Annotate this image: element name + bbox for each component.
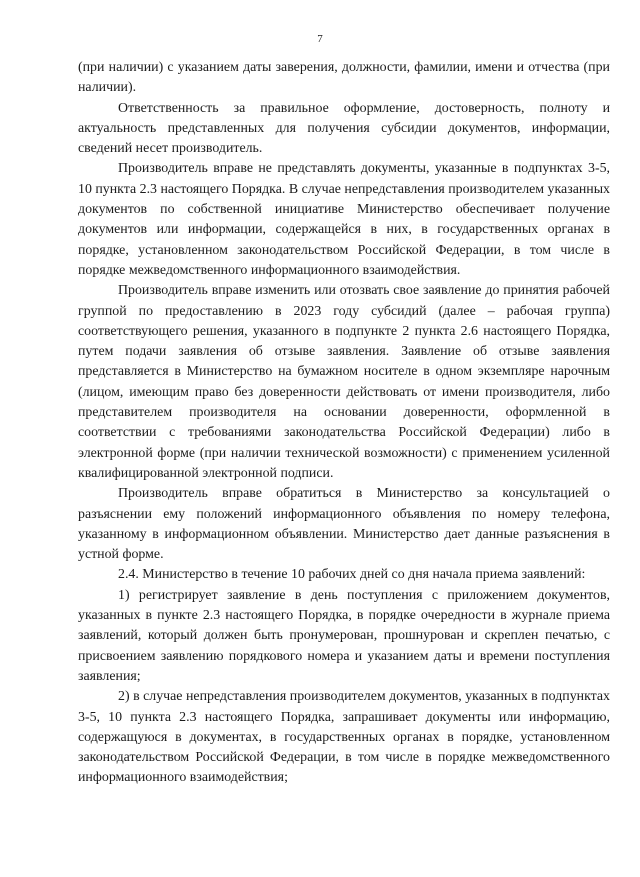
paragraph-consultation: Производитель вправе обратиться в Министерство за консультацией о разъяснении ему положений информационного объявления по номеру телефона, указанному в информационном объявлении. Министерство дает данные разъяснения в устной форме. (78, 486, 610, 563)
paragraph-responsibility: Ответственность за правильное оформление, достоверность, полноту и актуальность представленных для получения субсидии документов, информации, сведений несет производитель. (78, 100, 610, 157)
page-number: 7 (317, 33, 323, 45)
paragraph-certification-continuation: (при наличии) с указанием даты заверения, должности, фамилии, имени и отчества (при наличии). (78, 60, 610, 96)
paragraph-withdraw-application: Производитель вправе изменить или отозвать свое заявление до принятия рабочей группой по предоставлению в 2023 году субсидий (далее – рабочая группа) соответствующего решения, указанного в подпункте 2 пункта 2.6 настоящего Порядка, путем подачи заявления об отзыве заявления. Заявление об отзыве заявления представляется в Министерство на бумажном носителе в одном экземпляре нарочным (лицом, имеющим право без доверенности действовать от имени производителя, либо представителем производителя на основании доверенности, оформленной в соответствии с требованиями законодательства Российской Федерации) либо в электронной форме (при наличии технической возможности) с применением усиленной квалифицированной электронной подписи. (78, 283, 610, 481)
paragraph-section-2-4: 2.4. Министерство в течение 10 рабочих дней со дня начала приема заявлений: (118, 567, 586, 583)
paragraph-item-1: 1) регистрирует заявление в день поступления с приложением документов, указанных в пункте 2.3 настоящего Порядка, в порядке очередности в журнале приема заявлений, который должен быть пронумерован, прошнурован и скреплен печатью, с присвоением заявлению порядкового номера и указанием даты и времени поступления заявления; (78, 587, 610, 684)
paragraph-item-2: 2) в случае непредставления производителем документов, указанных в подпунктах 3-5, 10 пункта 2.3 настоящего Порядка, запрашивает документы или информацию, содержащуюся в документах, в государственных органах в порядке, установленном законодательством Российской Федерации, в том числе в порядке межведомственного информационного взаимодействия; (78, 689, 610, 786)
paragraph-documents-not-required: Производитель вправе не представлять документы, указанные в подпунктах 3-5, 10 пункта 2.3 настоящего Порядка. В случае непредставления производителем указанных документов по собственной инициативе Министерство обеспечивает получение документов или информации, содержащейся в них, в государственных органах в порядке, установленном законодательством Российской Федерации, в том числе в порядке межведомственного информационного взаимодействия. (78, 161, 611, 278)
document-body (78, 58, 610, 789)
